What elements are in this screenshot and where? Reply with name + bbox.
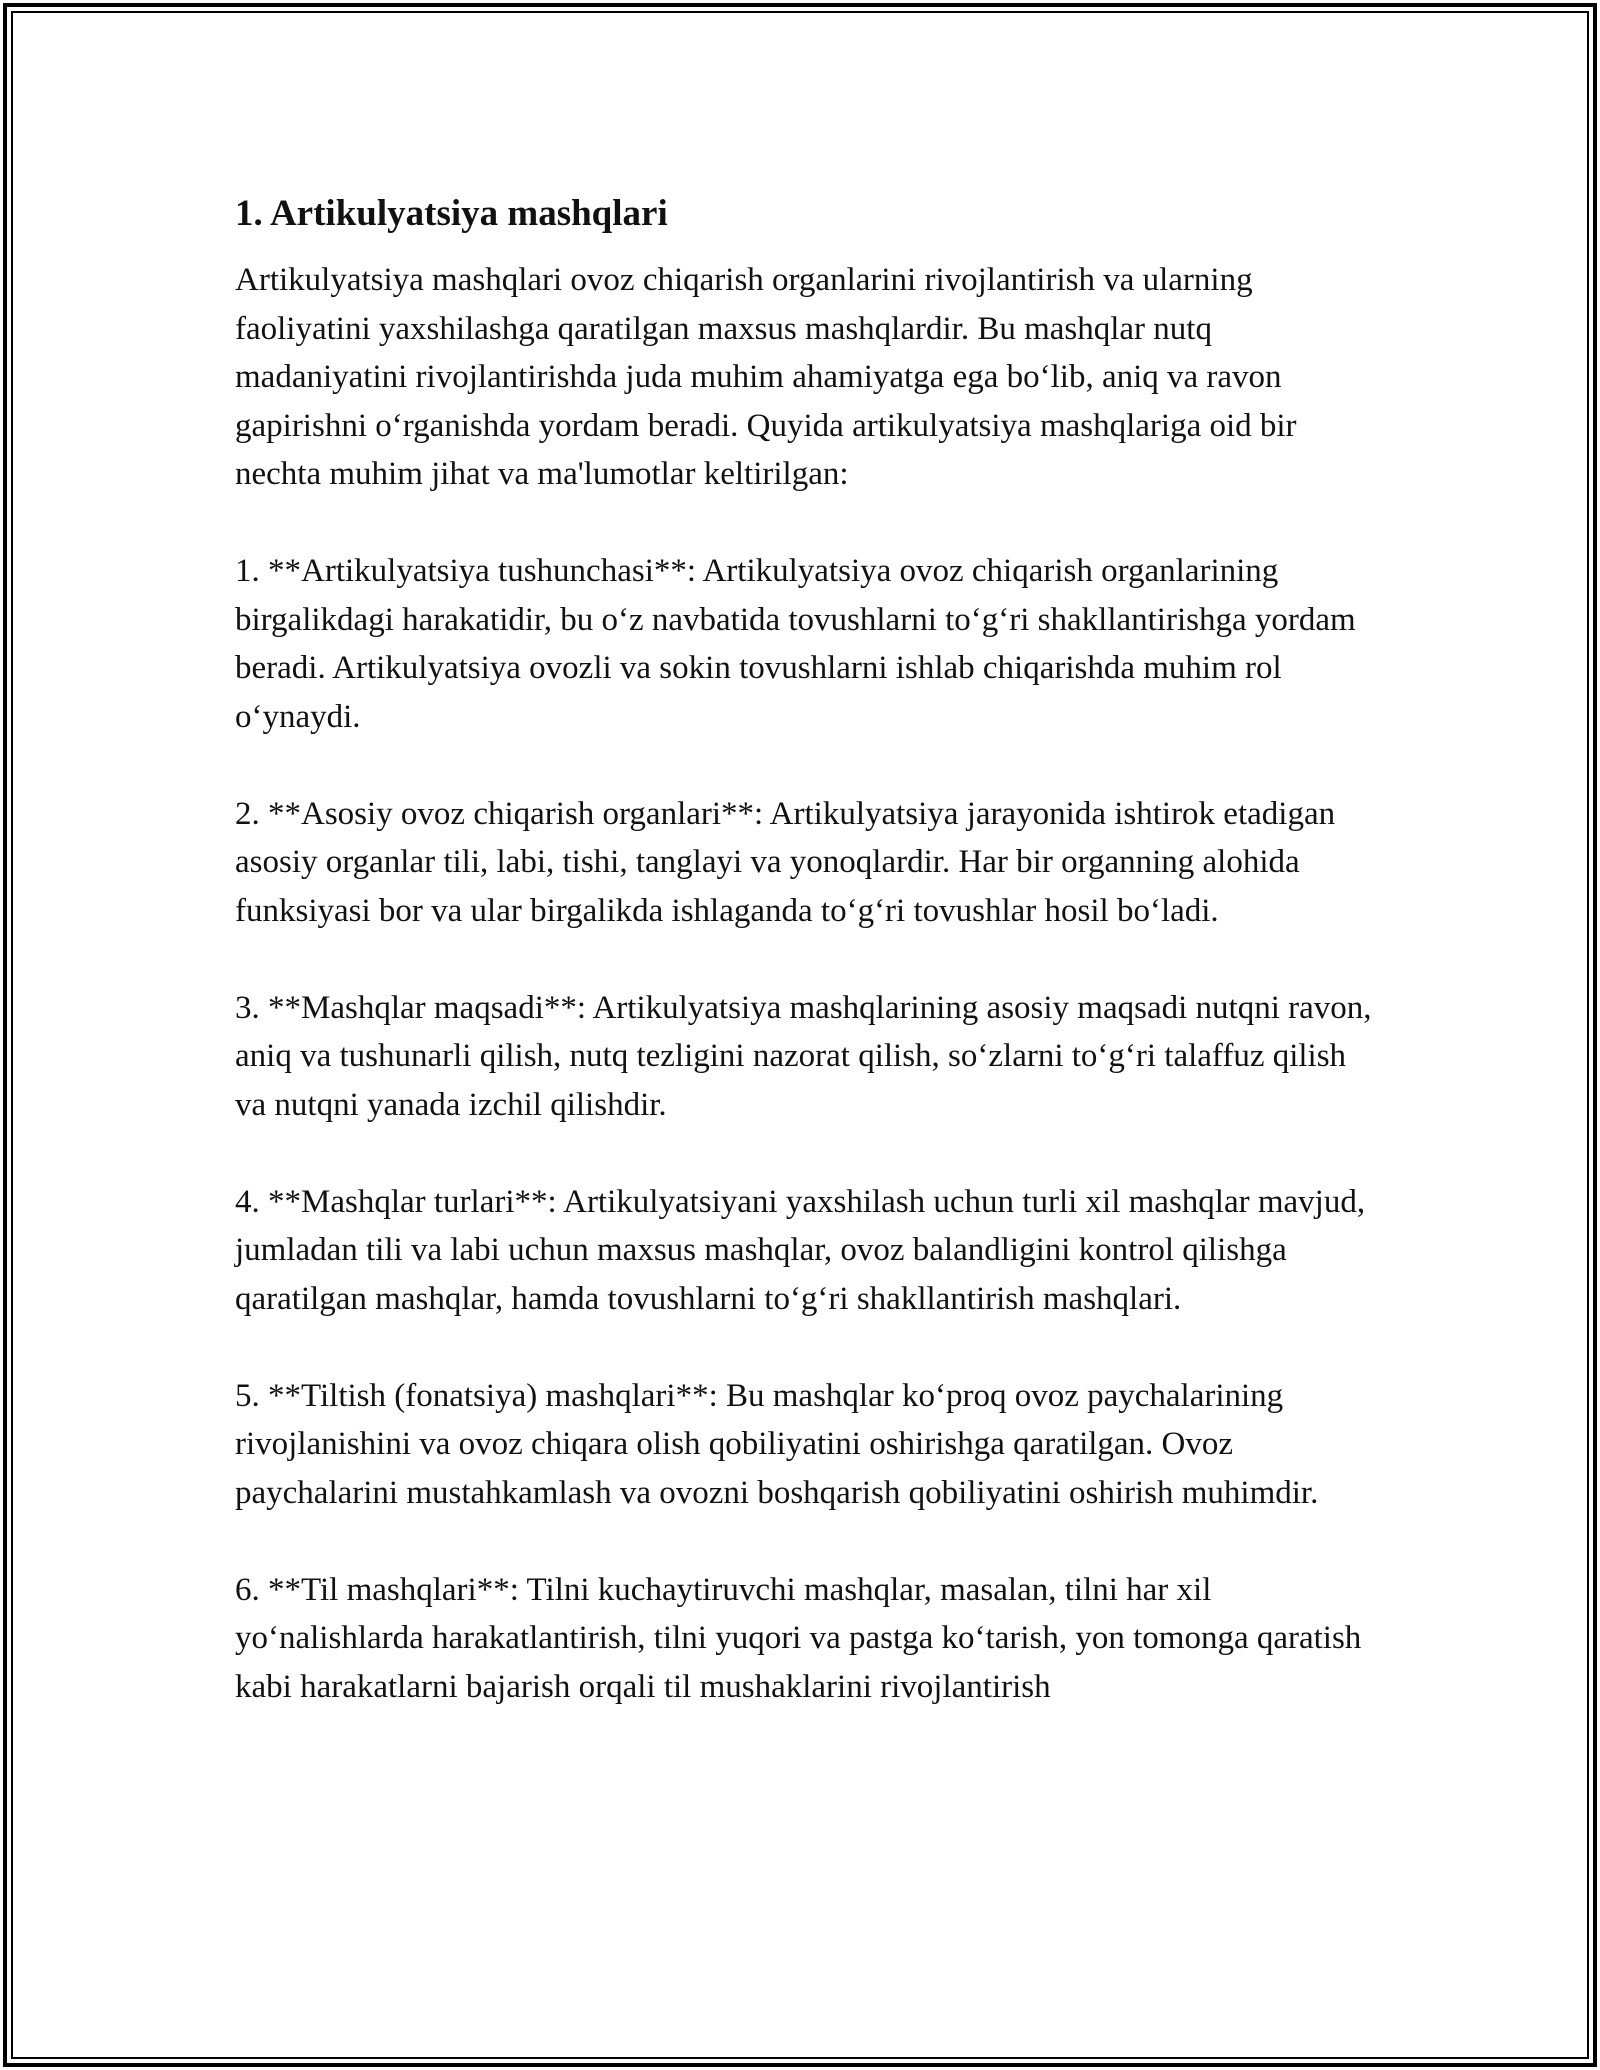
intro-paragraph: Artikulyatsiya mashqlari ovoz chiqarish organlarini rivojlantirish va ularning faoliyatini yaxshilashga qaratilgan maxsus mashqlardir. Bu mashqlar nutq madaniyatini rivojlantirishda juda muhim ahamiyatga ega boʻlib, aniq va ravon gapirishni oʻrganishda yordam beradi. Quyida artikulyatsiya mashqlariga oid bir nechta muhim jihat va ma'lumotlar keltirilgan: [235, 262, 1297, 492]
paragraph-item-1: 1. **Artikulyatsiya tushunchasi**: Artikulyatsiya ovoz chiqarish organlarining birgalikdagi harakatidir, bu oʻz navbatida tovushlarni toʻgʻri shakllantirishga yordam beradi. Artikulyatsiya ovozli va sokin tovushlarni ishlab chiqarishda muhim rol oʻynaydi. [235, 553, 1356, 735]
paragraph-item-4: 4. **Mashqlar turlari**: Artikulyatsiyani yaxshilash uchun turli xil mashqlar mavjud, jumladan tili va labi uchun maxsus mashqlar, ovoz balandligini kontrol qilishga qaratilgan mashqlar, hamda tovushlarni toʻgʻri shakllantirish mashqlari. [235, 1183, 1366, 1317]
paragraph-item-5: 5. **Tiltish (fonatsiya) mashqlari**: Bu mashqlar koʻproq ovoz paychalarining rivojlanishini va ovoz chiqara olish qobiliyatini oshirishga qaratilgan. Ovoz paychalarini mustahkamlash va ovozni boshqarish qobiliyatini oshirish muhimdir. [235, 1377, 1319, 1511]
paragraph-item-6: 6. **Til mashqlari**: Tilni kuchaytiruvchi mashqlar, masalan, tilni har xil yoʻnalishlarda harakatlantirish, tilni yuqori va pastga koʻtarish, yon tomonga qaratish kabi harakatlarni bajarish orqali til mushaklarini rivojlantirish [235, 1571, 1362, 1705]
section-heading: 1. Artikulyatsiya mashqlari [235, 193, 668, 234]
paragraph-item-2: 2. **Asosiy ovoz chiqarish organlari**: Artikulyatsiya jarayonida ishtirok etadigan asosiy organlar tili, labi, tishi, tanglayi va yonoqlardir. Har bir organning alohida funksiyasi bor va ular birgalikda ishlaganda toʻgʻri tovushlar hosil boʻladi. [235, 795, 1336, 929]
document-body [235, 188, 1375, 1711]
paragraph-item-3: 3. **Mashqlar maqsadi**: Artikulyatsiya mashqlarining asosiy maqsadi nutqni ravon, aniq va tushunarli qilish, nutq tezligini nazorat qilish, soʻzlarni toʻgʻri talaffuz qilish va nutqni yanada izchil qilishdir. [235, 989, 1372, 1123]
